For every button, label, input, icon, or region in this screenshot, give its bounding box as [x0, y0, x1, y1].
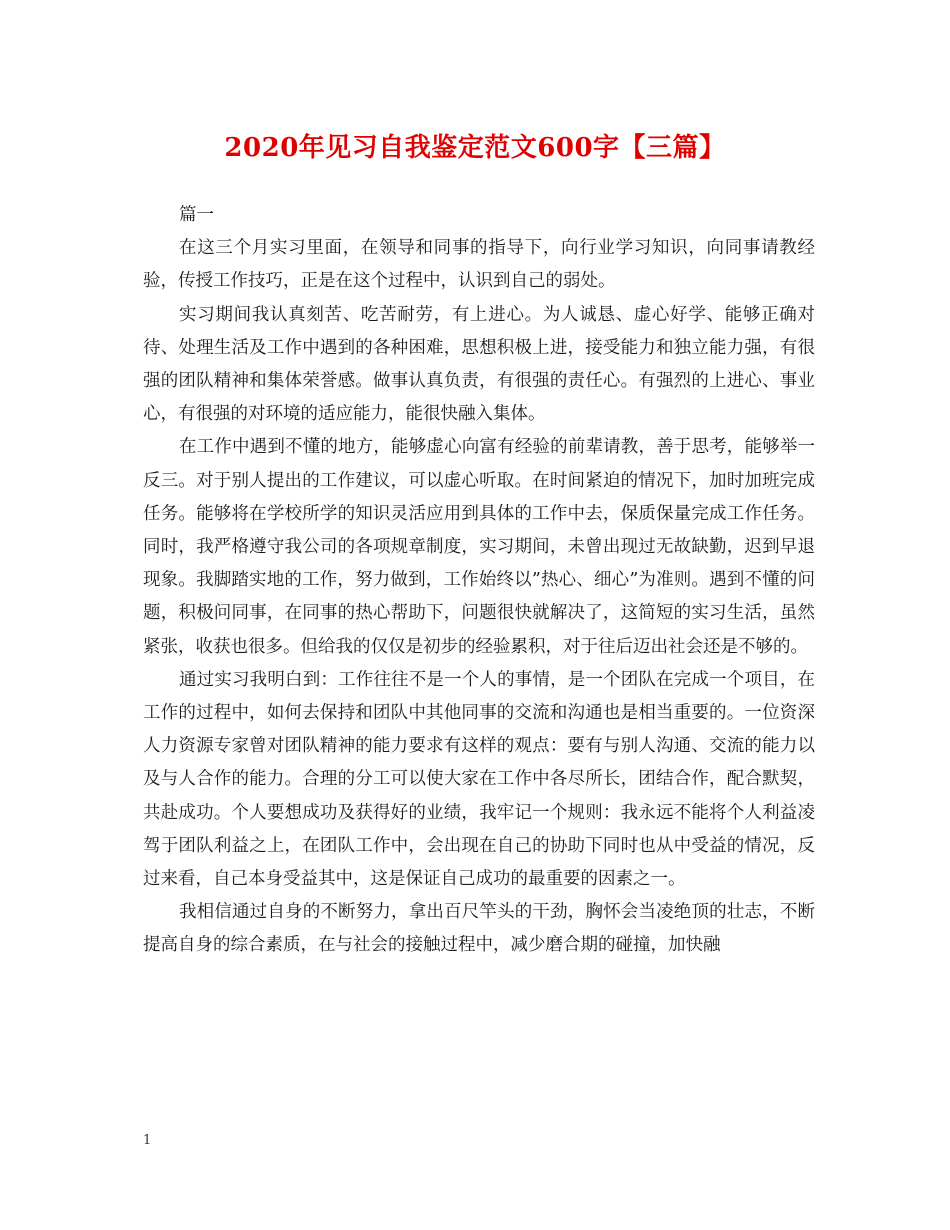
paragraph-3: 在工作中遇到不懂的地方，能够虚心向富有经验的前辈请教，善于思考，能够举一反三。对于别人提出的工作建议，可以虚心听取。在时间紧迫的情况下，加时加班完成任务。能够将在学校所学的知识灵活应用到具体的工作中去，保质保量完成工作任务。同时，我严格遵守我公司的各项规章制度，实习期间，未曾出现过无故缺勤，迟到早退现象。我脚踏实地的工作，努力做到，工作始终以”热心、细心”为准则。遇到不懂的问题，积极问同事，在同事的热心帮助下，问题很快就解决了，这简短的实习生活，虽然紧张，收获也很多。但给我的仅仅是初步的经验累积，对于往后迈出社会还是不够的。	[143, 437, 815, 657]
page-number: 1	[143, 1133, 152, 1148]
paragraph-4: 通过实习我明白到：工作往往不是一个人的事情，是一个团队在完成一个项目，在工作的过程中，如何去保持和团队中其他同事的交流和沟通也是相当重要的。一位资深人力资源专家曾对团队精神的能力要求有这样的观点：要有与别人沟通、交流的能力以及与人合作的能力。合理的分工可以使大家在工作中各尽所长，团结合作，配合默契，共赴成功。个人要想成功及获得好的业绩，我牢记一个规则：我永远不能将个人利益凌驾于团队利益之上，在团队工作中，会出现在自己的协助下同时也从中受益的情况，反过来看，自己本身受益其中，这是保证自己成功的最重要的因素之一。	[143, 669, 815, 890]
document-title: 2020年见习自我鉴定范文600字【三篇】	[224, 133, 726, 163]
document-body	[143, 199, 815, 963]
section-heading: 篇一	[179, 205, 214, 225]
paragraph-1: 在这三个月实习里面，在领导和同事的指导下，向行业学习知识，向同事请教经验，传授工作技巧，正是在这个过程中，认识到自己的弱处。	[143, 238, 815, 292]
paragraph-5: 我相信通过自身的不断努力，拿出百尺竿头的干劲，胸怀会当凌绝顶的壮志，不断提高自身的综合素质，在与社会的接触过程中，减少磨合期的碰撞，加快融	[143, 902, 815, 956]
paragraph-2: 实习期间我认真刻苦、吃苦耐劳，有上进心。为人诚恳、虚心好学、能够正确对待、处理生活及工作中遇到的各种困难，思想积极上进，接受能力和独立能力强，有很强的团队精神和集体荣誉感。做事认真负责，有很强的责任心。有强烈的上进心、事业心，有很强的对环境的适应能力，能很快融入集体。	[143, 304, 815, 425]
